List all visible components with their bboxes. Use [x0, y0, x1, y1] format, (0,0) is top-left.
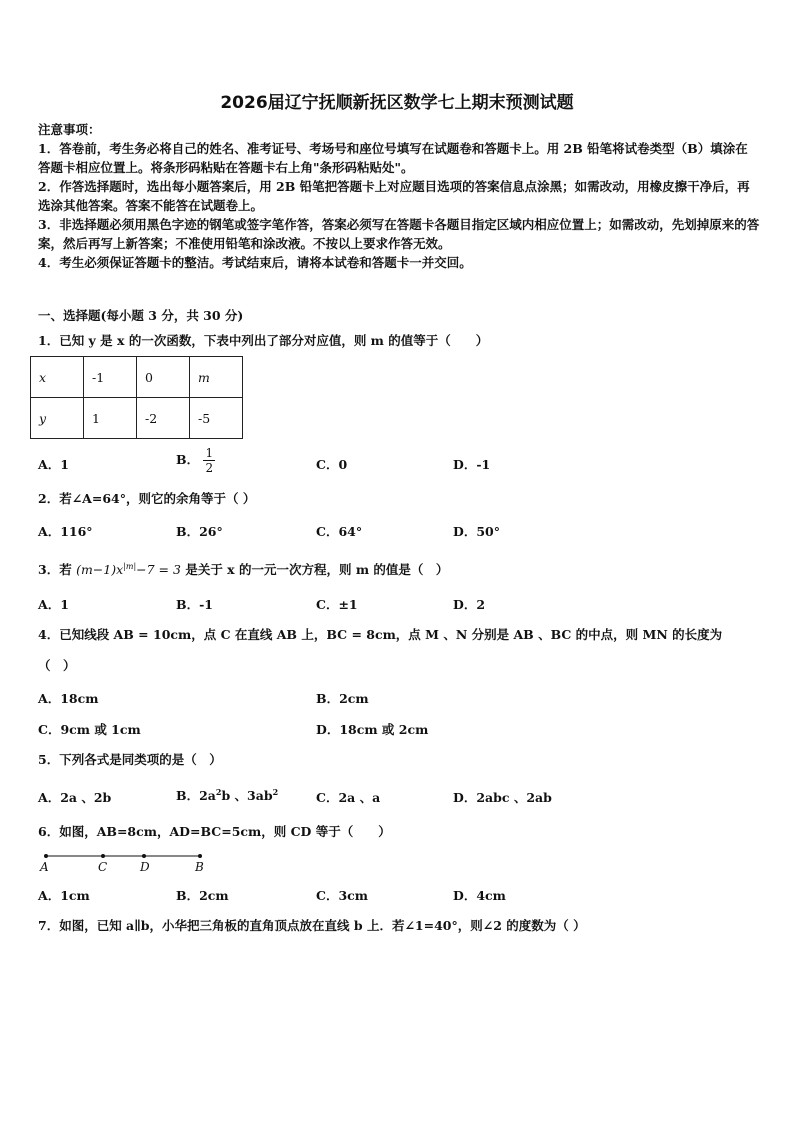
q5-b-part1: B．2a	[176, 788, 216, 803]
table-cell: y	[31, 398, 84, 439]
q3-stem-post: 是关于 x 的一元一次方程，则 m 的值是（ ）	[185, 562, 449, 578]
q6-option-c: C．3cm	[316, 888, 368, 903]
q5-option-b	[176, 786, 278, 804]
point-b-label: B	[195, 860, 204, 874]
q2-option-c: C．64°	[316, 524, 363, 539]
q5-b-exp1: 2	[215, 786, 222, 797]
table-cell: x	[31, 357, 84, 398]
fraction	[203, 446, 215, 475]
q7-stem: 7．如图，已知 a∥b，小华把三角板的直角顶点放在直线 b 上．若∠1=40°，则∠2 的度数为（ ）	[38, 918, 586, 933]
table-row	[31, 398, 243, 439]
note-1: 1．答卷前，考生务必将自己的姓名、准考证号、考场号和座位号填写在试题卷和答题卡上。用 2B 铅笔将试卷类型（B）填涂在答题卡相应位置上。将条形码粘贴在答题卡右上角"条形码粘贴处"。	[38, 141, 748, 175]
point-d-dot	[142, 854, 146, 858]
point-c-dot	[101, 854, 105, 858]
q5-b-part2: b 、3ab	[221, 788, 273, 803]
q4-option-a: A．18cm	[38, 691, 99, 706]
q5-option-a: A．2a 、2b	[38, 790, 112, 805]
q6-line-figure	[38, 848, 218, 878]
option-label: B．	[176, 452, 200, 467]
q3-option-b: B．-1	[176, 597, 213, 612]
note-3: 3．非选择题必须用黑色字迹的钢笔或签字笔作答，答案必须写在答题卡各题目指定区域内相应位置上；如需改动，先划掉原来的答案，然后再写上新答案；不准使用铅笔和涂改液。不按以上要求作答无效。	[38, 217, 760, 251]
point-b-dot	[198, 854, 202, 858]
table-row	[31, 357, 243, 398]
q4-option-d: D．18cm 或 2cm	[316, 722, 429, 737]
q5-option-c: C．2a 、a	[316, 790, 381, 805]
q6-option-b: B．2cm	[176, 888, 229, 903]
q2-option-a: A．116°	[38, 524, 93, 539]
point-d-label: D	[140, 860, 150, 874]
table-cell: m	[190, 357, 243, 398]
q3-option-c: C．±1	[316, 597, 358, 612]
q5-option-d: D．2abc 、2ab	[453, 790, 552, 805]
notes-heading: 注意事项：	[38, 122, 101, 137]
q2-stem: 2．若∠A=64°，则它的余角等于（ ）	[38, 491, 256, 506]
q3-stem	[38, 557, 448, 579]
notes-block	[38, 120, 760, 272]
q5-b-exp2: 2	[272, 786, 279, 797]
q3-option-d: D．2	[453, 597, 486, 612]
q1-stem: 1．已知 y 是 x 的一次函数，下表中列出了部分对应值，则 m 的值等于（ ）	[38, 333, 489, 348]
q4-option-c: C．9cm 或 1cm	[38, 722, 141, 737]
page-title: 2026届辽宁抚顺新抚区数学七上期末预测试题	[220, 93, 574, 113]
point-a-dot	[44, 854, 48, 858]
fraction-denominator: 2	[205, 461, 214, 475]
fraction-numerator: 1	[205, 446, 214, 460]
q6-stem: 6．如图，AB=8cm，AD=BC=5cm，则 CD 等于（ ）	[38, 824, 391, 839]
table-cell: -1	[84, 357, 137, 398]
note-2: 2．作答选择题时，选出每小题答案后，用 2B 铅笔把答题卡上对应题目选项的答案信息点涂黑；如需改动，用橡皮擦干净后，再选涂其他答案。答案不能答在试题卷上。	[38, 179, 750, 213]
q1-value-table	[30, 356, 243, 439]
q3-expression: (m−1)x	[76, 562, 124, 578]
q1-option-c: C．0	[316, 457, 348, 472]
q5-stem: 5．下列各式是同类项的是（ ）	[38, 752, 222, 767]
table-cell: -5	[190, 398, 243, 439]
table-cell: 1	[84, 398, 137, 439]
section-heading: 一、选择题(每小题 3 分，共 30 分)	[38, 308, 244, 323]
q3-stem-pre: 3．若	[38, 562, 72, 578]
q1-option-d: D．-1	[453, 457, 491, 472]
table-cell: -2	[137, 398, 190, 439]
q2-option-b: B．26°	[176, 524, 223, 539]
q3-option-a: A．1	[38, 597, 69, 612]
q6-option-a: A．1cm	[38, 888, 90, 903]
q3-expression-rest: −7 = 3	[136, 562, 181, 578]
q6-option-d: D．4cm	[453, 888, 506, 903]
q2-option-d: D．50°	[453, 524, 500, 539]
q1-option-b	[176, 446, 215, 475]
point-a-label: A	[40, 860, 49, 874]
point-c-label: C	[98, 860, 108, 874]
note-4: 4．考生必须保证答题卡的整洁。考试结束后，请将本试卷和答题卡一并交回。	[38, 255, 472, 270]
q1-option-a: A．1	[38, 457, 69, 472]
q4-option-b: B．2cm	[316, 691, 369, 706]
q3-exponent: |m|	[123, 562, 137, 571]
q4-stem-paren: （ ）	[38, 658, 76, 673]
q4-stem: 4．已知线段 AB = 10cm，点 C 在直线 AB 上，BC = 8cm，点 M 、N 分别是 AB 、BC 的中点，则 MN 的长度为	[38, 627, 723, 642]
table-cell: 0	[137, 357, 190, 398]
